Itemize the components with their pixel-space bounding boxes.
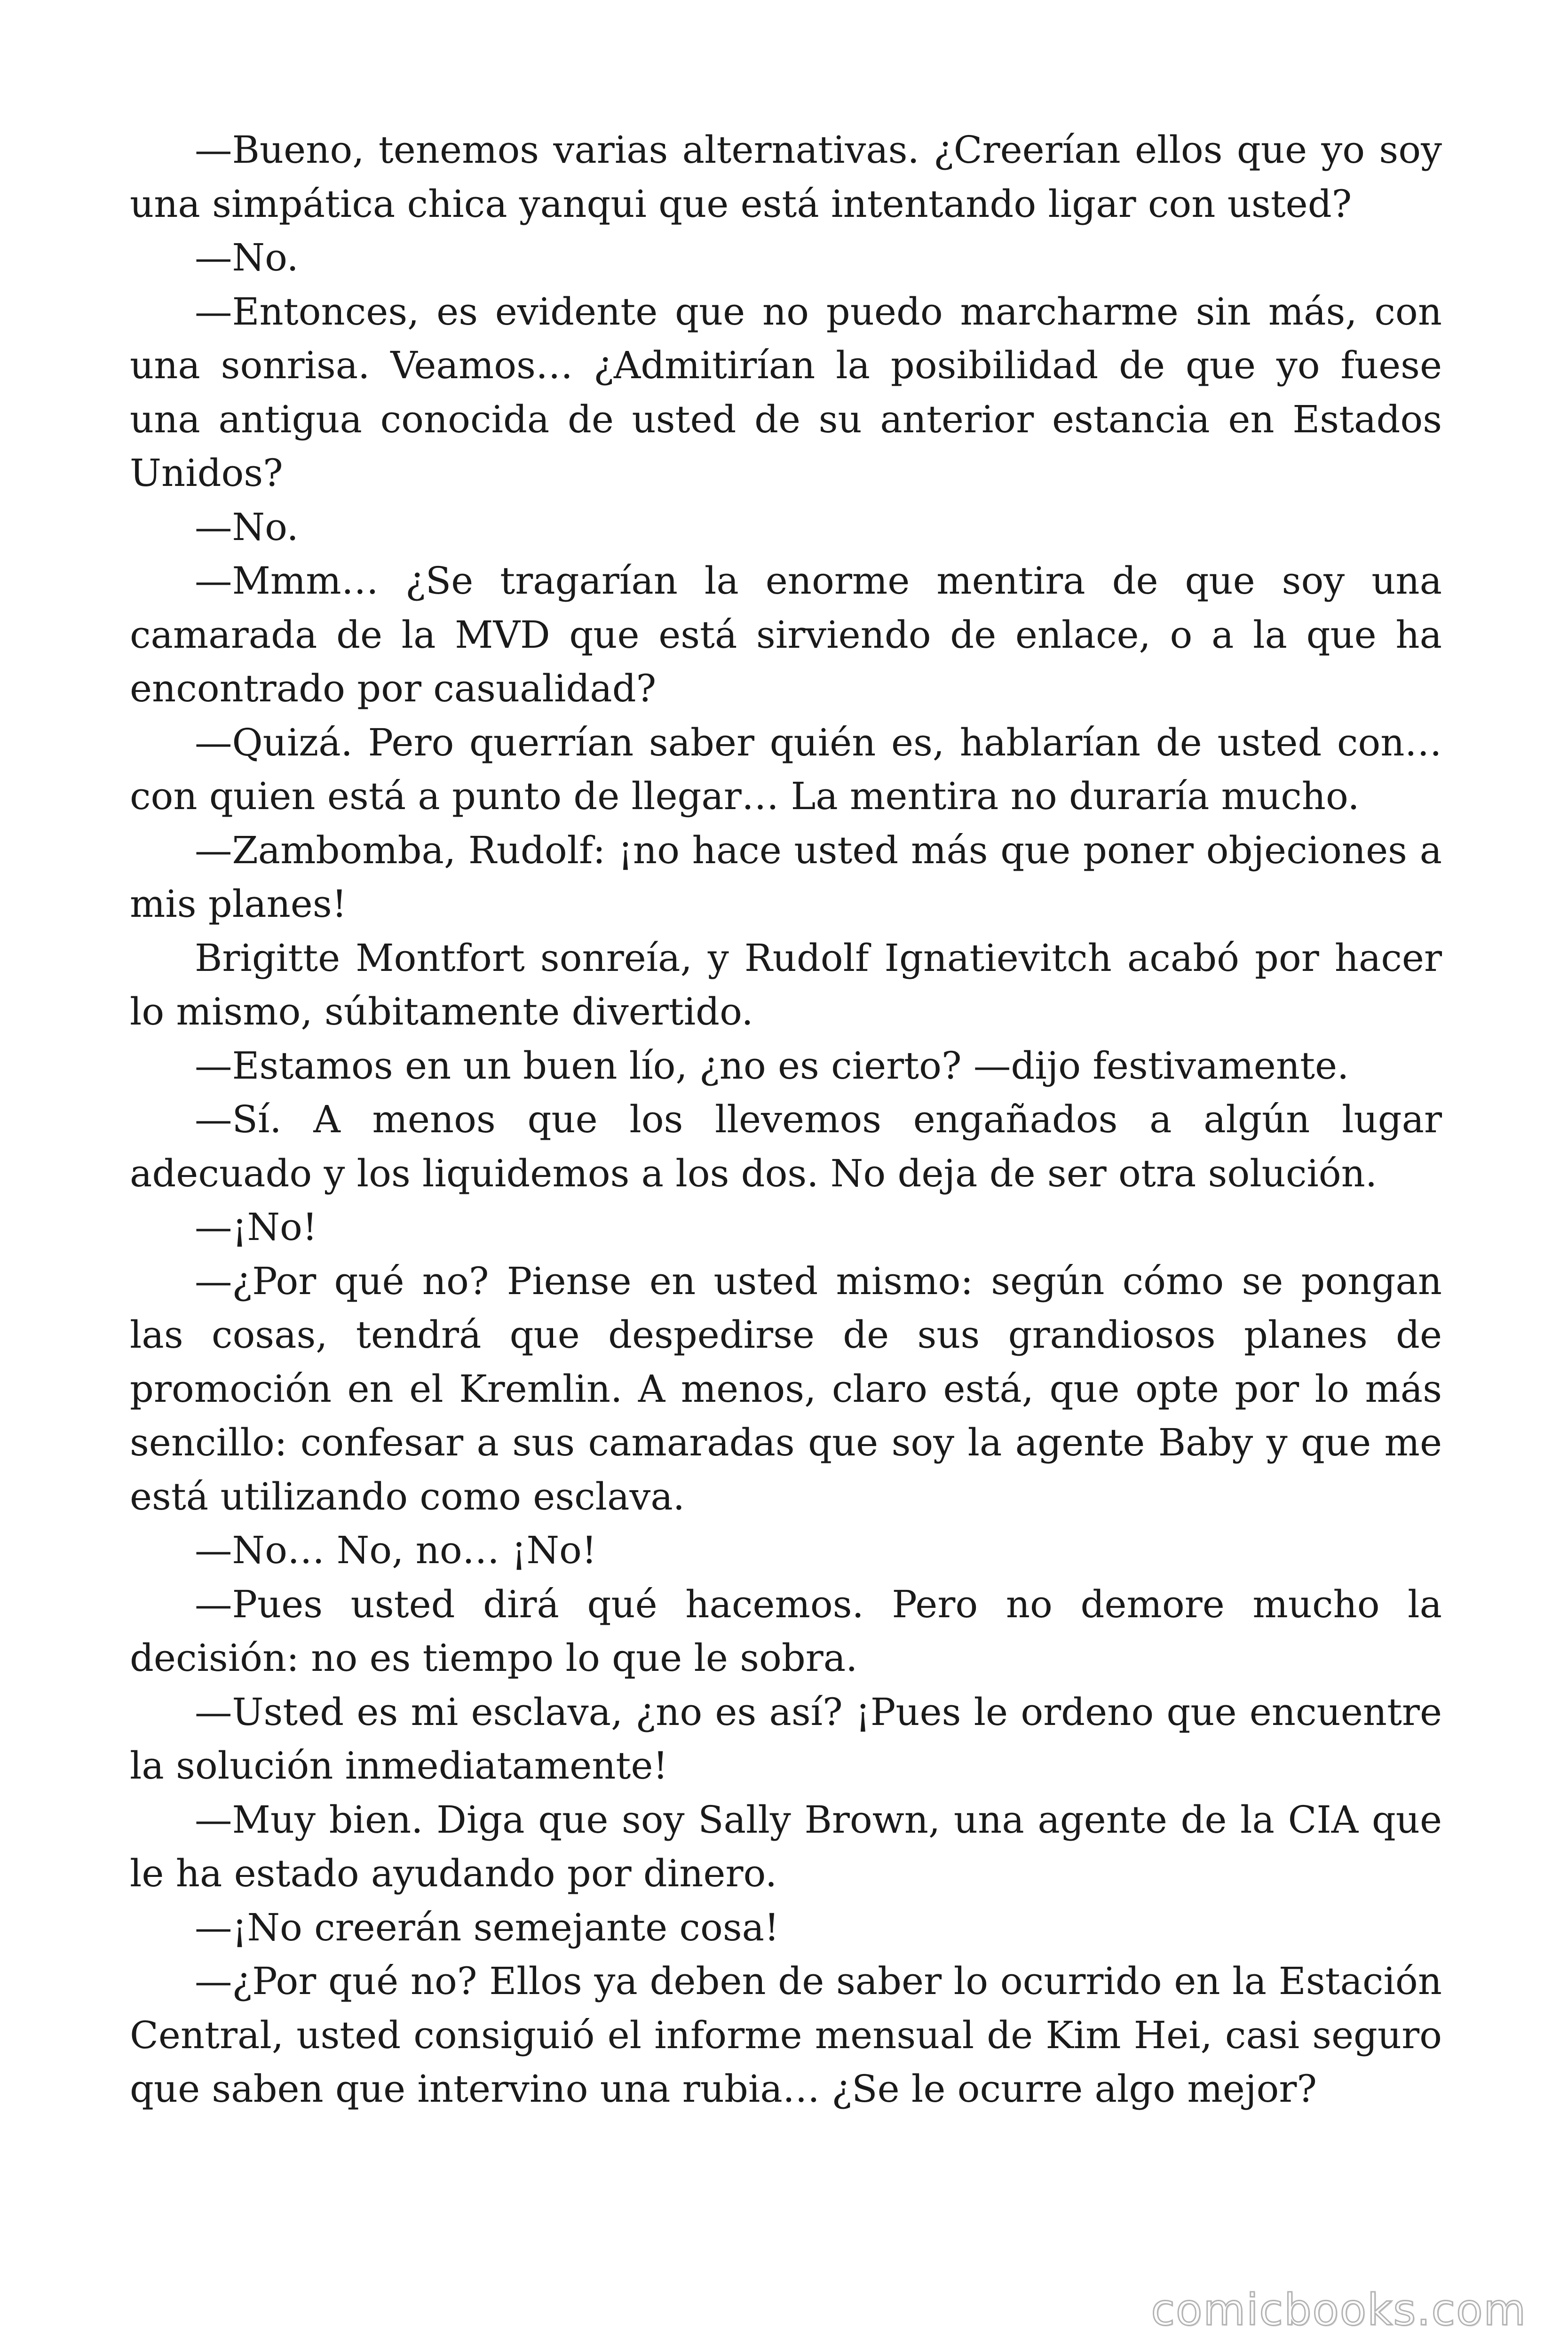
paragraph: —¿Por qué no? Ellos ya deben de saber lo ocurrido en la Estación Central, usted consiguió el informe mensual de Kim Hei, casi seguro que saben que intervino una rubia… ¿Se le ocurre algo mejor? [130, 1959, 1442, 2111]
paragraph: —Estamos en un buen lío, ¿no es cierto? —dijo festivamente. [195, 1043, 1349, 1088]
paragraph: —Mmm… ¿Se tragarían la enorme mentira de que soy una camarada de la MVD que está sirviendo de enlace, o a la que ha encontrado por casualidad? [130, 559, 1442, 710]
paragraph: Brigitte Montfort sonreía, y Rudolf Ignatievitch acabó por hacer lo mismo, súbitamente divertido. [130, 936, 1442, 1033]
paragraph: —Zambomba, Rudolf: ¡no hace usted más que poner objeciones a mis planes! [130, 828, 1442, 926]
paragraph: —No. [195, 505, 299, 549]
paragraph: —Entonces, es evidente que no puedo marcharme sin más, con una sonrisa. Veamos… ¿Admitirían la posibilidad de que yo fuese una antigua conocida de usted de su anterior estancia en Estados Unidos? [130, 289, 1442, 495]
paragraph: —No. [195, 236, 299, 279]
page-text [130, 123, 1442, 2116]
paragraph: —¡No creerán semejante cosa! [195, 1905, 779, 1949]
watermark: comicbooks.com [1151, 2285, 1527, 2335]
paragraph: —No… No, no… ¡No! [195, 1528, 597, 1572]
paragraph: —Muy bien. Diga que soy Sally Brown, una agente de la CIA que le ha estado ayudando por dinero. [130, 1797, 1442, 1895]
paragraph: —¿Por qué no? Piense en usted mismo: según cómo se pongan las cosas, tendrá que despedirse de sus grandiosos planes de promoción en el Kremlin. A menos, claro está, que opte por lo más sencillo: confesar a sus camaradas que soy la agente Baby y que me está utilizando como esclava. [130, 1259, 1442, 1518]
paragraph: —Quizá. Pero querrían saber quién es, hablarían de usted con… con quien está a punto de llegar… La mentira no duraría mucho. [130, 720, 1442, 818]
paragraph: —Pues usted dirá qué hacemos. Pero no demore mucho la decisión: no es tiempo lo que le sobra. [130, 1582, 1442, 1680]
paragraph: —Usted es mi esclava, ¿no es así? ¡Pues le ordeno que encuentre la solución inmediatamente! [130, 1690, 1442, 1788]
paragraph: —Bueno, tenemos varias alternativas. ¿Creerían ellos que yo soy una simpática chica yanqui que está intentando ligar con usted? [130, 128, 1442, 226]
paragraph: —¡No! [195, 1205, 317, 1249]
paragraph: —Sí. A menos que los llevemos engañados a algún lugar adecuado y los liquidemos a los dos. No deja de ser otra solución. [130, 1097, 1442, 1195]
